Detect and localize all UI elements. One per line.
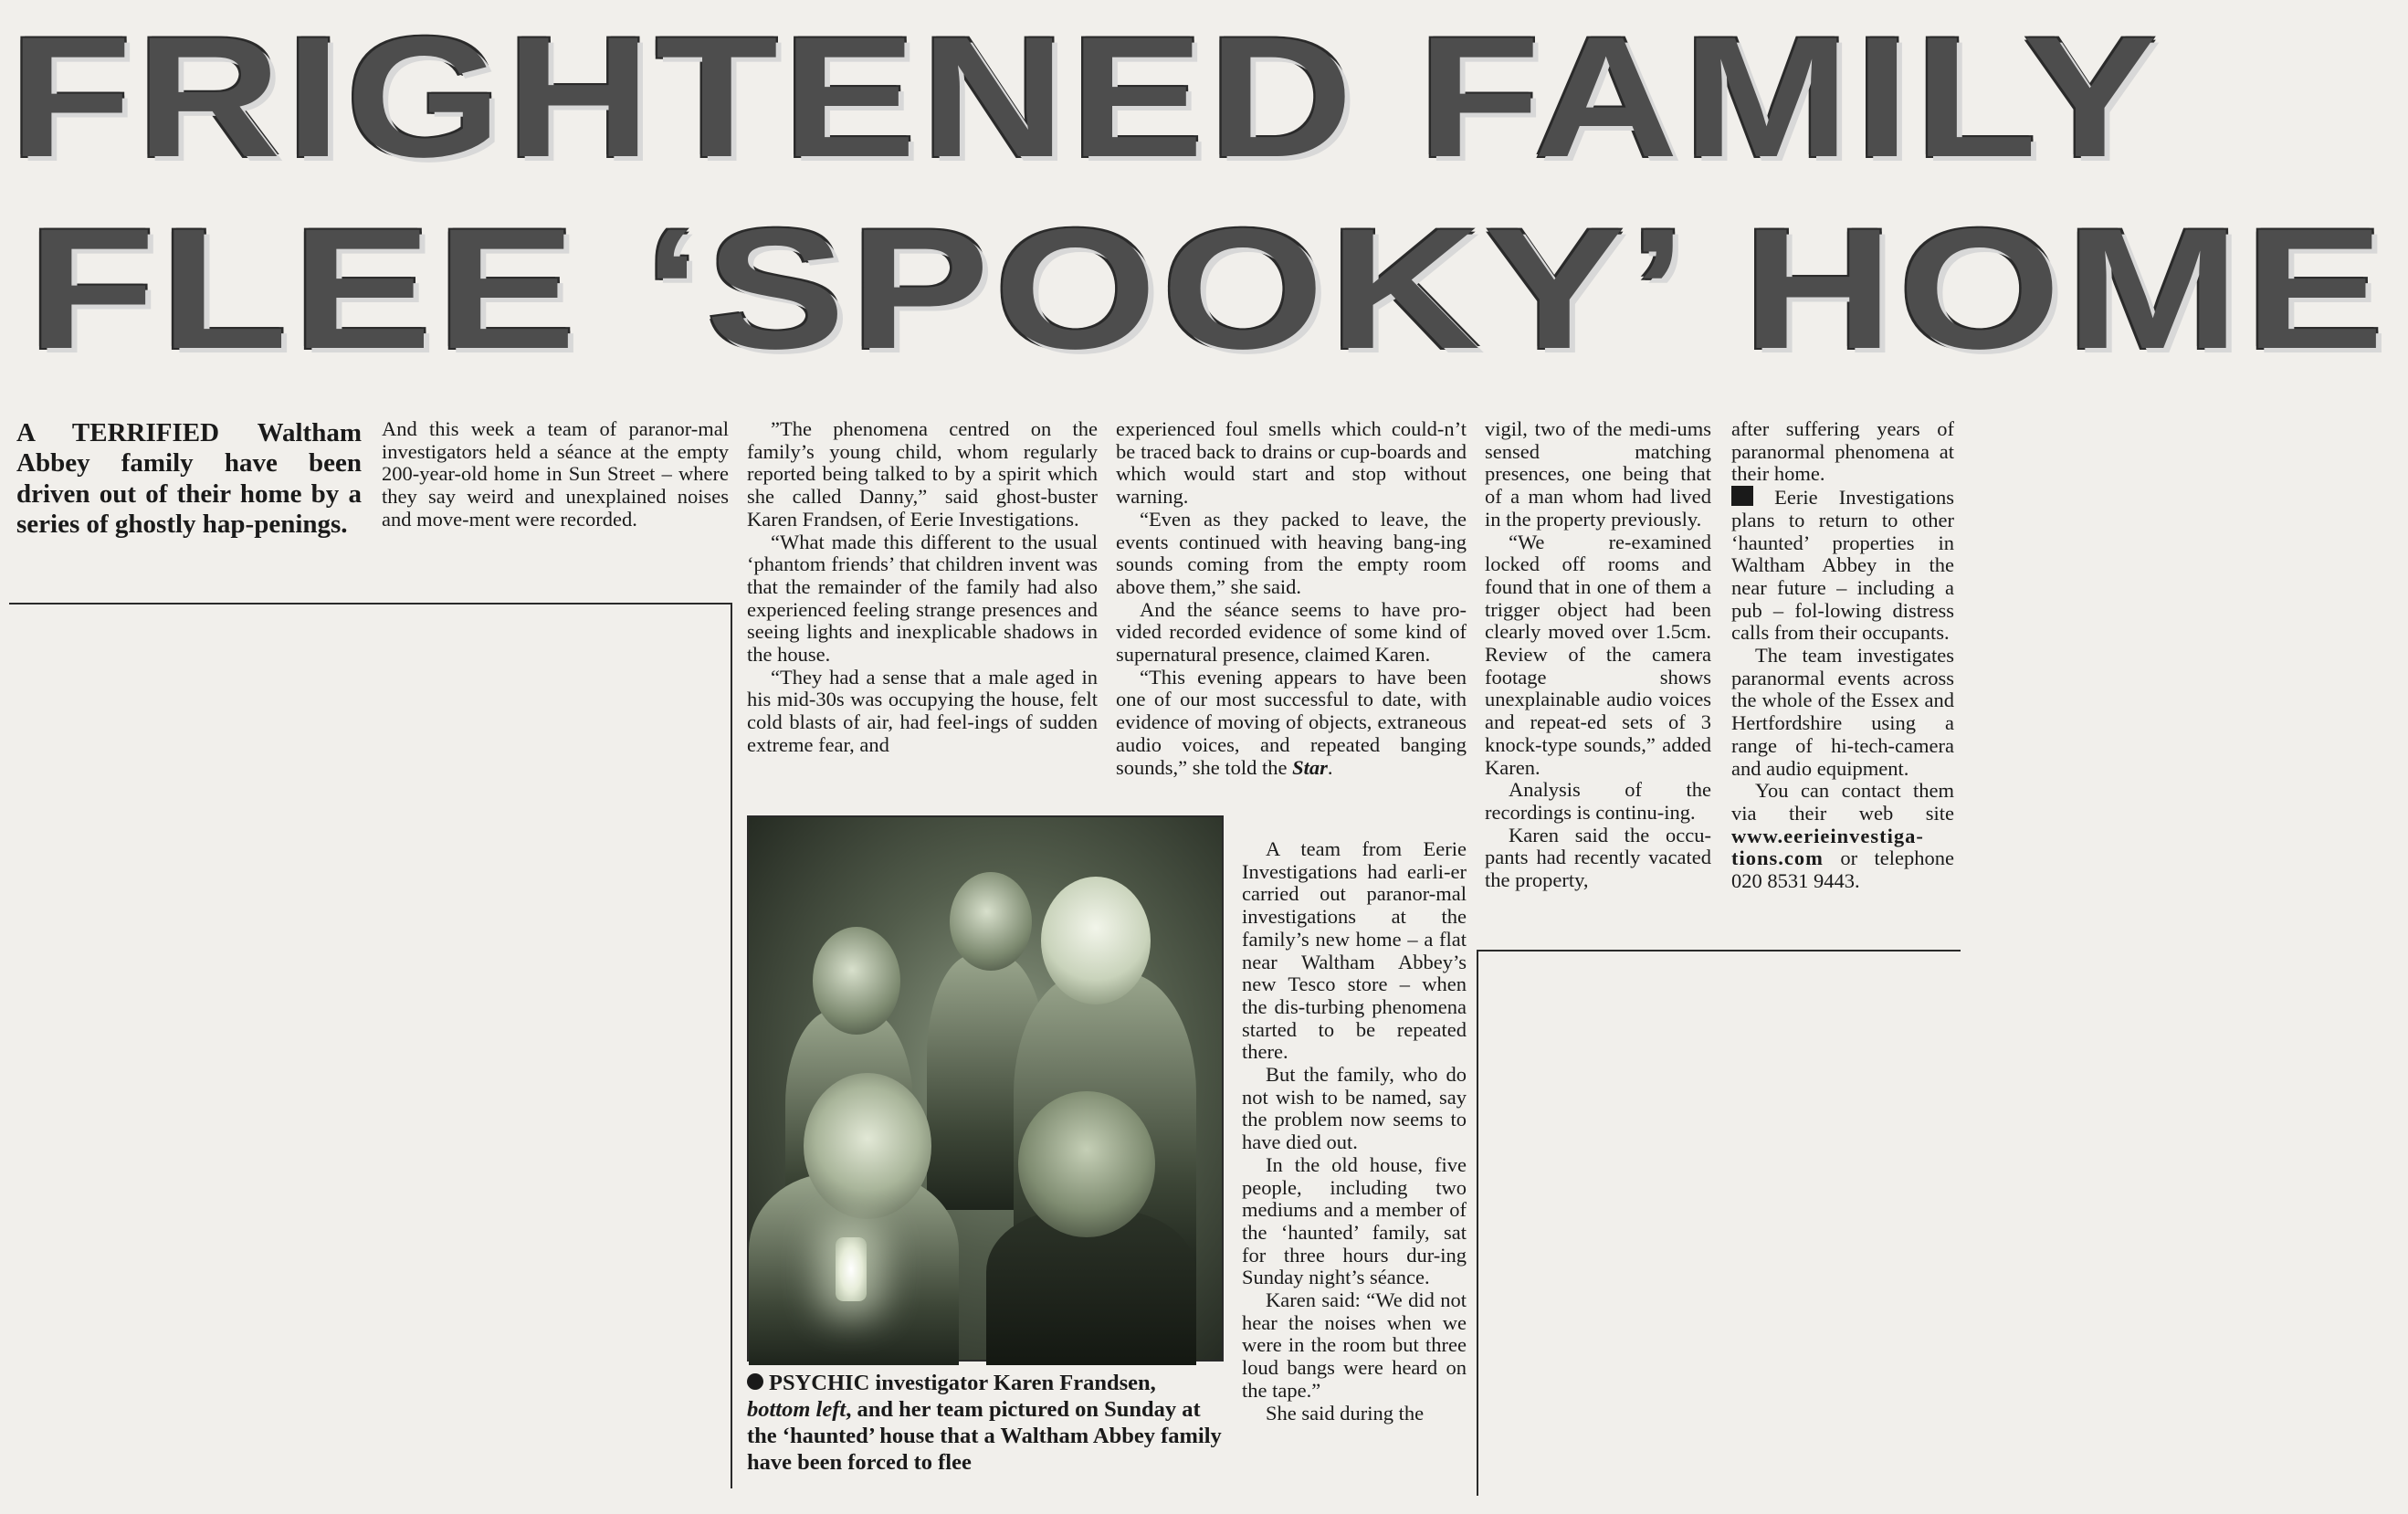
paragraph-text: or telephone 020 8531 9443. [1731, 846, 1954, 893]
paragraph-text: “This evening appears to have been one of our most successful to date, with evidence of moving of objects, extraneous audio voices, and repeated banging sounds,” she told the [1116, 665, 1467, 779]
frame-rule-top-right [1477, 950, 1961, 952]
paragraph: In the old house, five people, including two mediums and a member of the ‘haunted’ family, sat for three hours dur-ing Sunday night’s séance. [1242, 1152, 1467, 1289]
caption-emphasis: bottom left [747, 1397, 846, 1422]
article-column-2 [747, 418, 1098, 757]
paragraph: She said during the [1266, 1401, 1425, 1425]
paragraph: And this week a team of paranor-mal investigators held a séance at the empty 200-year-old home in Sun Street – where they say weird and unexplained noises and move-ment were recorded. [382, 417, 729, 531]
frame-rule-left [731, 603, 732, 1488]
figure-head [1041, 877, 1151, 1004]
paragraph-end: . [1327, 755, 1333, 779]
paragraph: Analysis of the recordings is continu-ing. [1485, 778, 1711, 824]
team-photo [747, 815, 1224, 1362]
paragraph-text: Eerie Investigations plans to return to other ‘haunted’ properties in Waltham Abbey in the near future – including a pub – fol-lowing distress calls from their occupants. [1731, 486, 1954, 645]
figure-head [804, 1073, 931, 1219]
figure-head [813, 927, 900, 1035]
paragraph: The team investigates paranormal events across the whole of the Essex and Hertfordshire using a range of hi-tech-camera and audio equipment. [1731, 644, 1954, 780]
frame-rule-right [1477, 950, 1478, 1496]
paragraph [1731, 486, 1954, 645]
photo-caption [747, 1370, 1222, 1476]
paragraph: “What made this different to the usual ‘phantom friends’ that children invent was that the remainder of the family had also experienced feeling strange presences and seeing lights and inexplicable shadows in the house. [747, 530, 1098, 667]
paragraph: vigil, two of the medi-ums sensed matching presences, one being that of a man whom had lived in the property previously. [1485, 417, 1711, 531]
article-column-5 [1731, 418, 1954, 893]
paragraph: “Even as they packed to leave, the events continued with heaving bang-ing sounds coming from the empty room above them,” she said. [1116, 507, 1467, 598]
paragraph: experienced foul smells which could-n’t be traced back to drains or cup-boards and which would start and stop without warning. [1116, 417, 1467, 509]
bullet-icon [747, 1373, 763, 1390]
paragraph [1116, 667, 1467, 780]
caption-text: PSYCHIC investigator Karen Frandsen, [769, 1371, 1156, 1395]
paragraph: And the séance seems to have pro-vided recorded evidence of some kind of supernatural presence, claimed Karen. [1116, 597, 1467, 667]
paragraph: after suffering years of paranormal phenomena at their home. [1731, 417, 1954, 486]
paragraph: Karen said: “We did not hear the noises when we were in the room but three loud bangs were heard on the tape.” [1242, 1288, 1467, 1402]
paragraph: But the family, who do not wish to be named, say the problem now seems to have died out. [1242, 1063, 1467, 1154]
paragraph: “We re-examined locked off rooms and found that in one of them a trigger object had been clearly moved over 1.5cm. Review of the camera footage shows unexplainable audio voices and repeat-ed sets of 3 knock-type sounds,” added Karen. [1485, 530, 1711, 779]
end-square-icon [1731, 486, 1753, 506]
candle [836, 1237, 867, 1301]
article-column-3-continued [1242, 838, 1467, 1425]
figure-head [950, 872, 1032, 971]
frame-rule-top-left [9, 603, 731, 605]
caption-text: , and her team pictured on Sunday at the ‘haunted’ house that a Waltham Abbey family have been forced to flee [747, 1397, 1222, 1475]
paragraph: ”The phenomena centred on the family’s young child, whom regularly reported being talked to by a spirit which she called Danny,” said ghost-buster Karen Frandsen, of Eerie Investigations. [747, 417, 1098, 531]
paragraph: A team from Eerie Investigations had earli-er carried out paranor-mal investigations at the family’s new home – a flat near Waltham Abbey’s new Tesco store – when the dis-turbing phenomena started to be repeated there. [1242, 837, 1467, 1064]
headline-line-2: FLEE ‘SPOOKY’ HOME [27, 193, 2389, 384]
article-column-4 [1485, 418, 1711, 892]
figure-head [1018, 1091, 1155, 1237]
headline-line-1: FRIGHTENED FAMILY [9, 1, 2161, 193]
paragraph-text: You can contact them via their web site [1731, 779, 1954, 825]
article-column-3 [1116, 418, 1467, 779]
lede-paragraph: A TERRIFIED Waltham Abbey family have been driven out of their home by a series of ghostly hap-penings. [16, 418, 362, 540]
website-url: www.eerieinvestiga-tions.com [1731, 824, 1924, 870]
paragraph: “They had a sense that a male aged in his mid-30s was occupying the house, felt cold blasts of air, had feel-ings of sudden extreme fear, and [747, 665, 1098, 756]
paragraph [1731, 780, 1954, 893]
paragraph: Karen said the occu-pants had recently vacated the property, [1485, 823, 1711, 892]
newspaper-name: Star [1292, 755, 1328, 779]
article-column-1 [382, 418, 729, 531]
